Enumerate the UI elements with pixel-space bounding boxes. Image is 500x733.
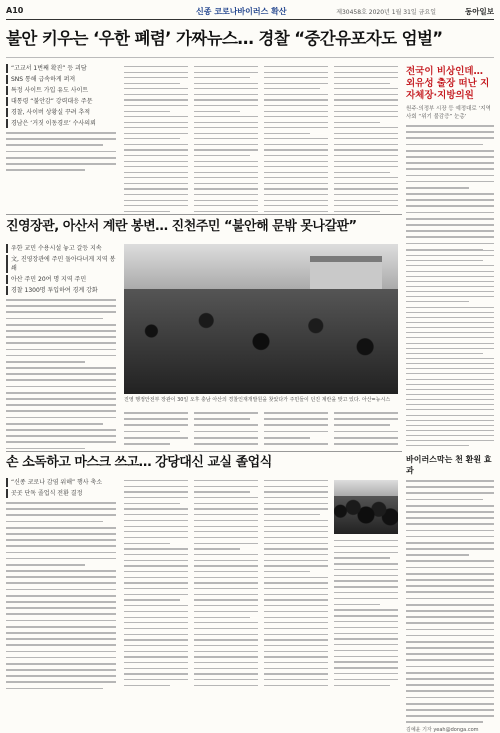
article-body-text xyxy=(334,540,398,686)
article-body-text xyxy=(6,132,116,171)
classroom-photo xyxy=(334,480,398,534)
issue-date: 제30458호 2020년 1월 31일 금요일 xyxy=(336,9,436,16)
section-divider xyxy=(6,214,402,215)
article-body-text xyxy=(264,412,328,448)
bottom-left-column xyxy=(6,478,116,686)
article-body-text xyxy=(264,480,328,686)
summary-line: 대통령 “불안감” 강력대응 주문 xyxy=(6,97,116,106)
article-body-text xyxy=(124,412,188,448)
bottom-headline: 손 소독하고 마스크 쓰고… 강당대신 교실 졸업식 xyxy=(6,455,272,470)
mid-headline: 진영장관, 아산서 계란 봉변… 진천주민 “불안해 문밖 못나갈판” xyxy=(6,219,357,234)
section-title: 신종 코로나바이러스 확산 xyxy=(196,7,287,16)
article-body-text xyxy=(194,66,258,212)
summary-line: 경찰 1300명 투입하여 경계 강화 xyxy=(6,286,116,295)
news-photo xyxy=(124,244,398,394)
article-body-text xyxy=(406,125,494,251)
summary-line: 아산 주민 20여 명 지역 주민 xyxy=(6,275,116,284)
summary-line: 경찰, 사이버 상황실 꾸려 추적 xyxy=(6,108,116,117)
article-body-text xyxy=(264,66,328,212)
top-left-column xyxy=(6,64,116,212)
mid-summary xyxy=(6,244,116,295)
byline: 김예윤 기자 yeah@donga.com xyxy=(406,727,479,733)
section-divider xyxy=(6,451,402,452)
summary-line: 경남은 ‘거짓 이동경로’ 수사의뢰 xyxy=(6,119,116,128)
summary-line: 특정 사이트 가입 유도 사이트 xyxy=(6,86,116,95)
main-headline: 불안 키우는 ‘우한 폐렴’ 가짜뉴스… 경찰 “중간유포자도 엄벌” xyxy=(6,22,494,58)
bottom-right-box-title: 바이러스막는 천 환원 효과 xyxy=(406,455,492,475)
article-body-text xyxy=(6,502,116,689)
photo-caption: 진영 행정안전부 장관이 30일 오후 충남 아산의 경찰인재개발원을 찾았다가 주민들이 던진 계란을 맞고 있다. 아산=뉴시스 xyxy=(124,397,391,403)
summary-line: “고교서 1번째 확진” 등 괴담 xyxy=(6,64,116,73)
mid-left-column xyxy=(6,244,116,448)
crowd xyxy=(124,289,398,394)
newspaper-brand: 동아일보 xyxy=(465,7,494,16)
summary-line: “신종 코로나 감염 위해” 행사 축소 xyxy=(6,478,116,487)
article-body-text xyxy=(334,412,398,448)
article-body-text xyxy=(194,412,258,448)
article-body-text xyxy=(334,66,398,212)
summary-line: 곳곳 단독 졸업식 전환 결정 xyxy=(6,489,116,498)
masthead xyxy=(6,4,494,20)
right-box-title: 전국이 비상인데… 외유성 출장 떠난 지자체장·지방의원 xyxy=(406,66,490,101)
article-body-text xyxy=(194,480,258,686)
top-summary xyxy=(6,64,116,128)
page-number: A10 xyxy=(6,6,24,15)
students xyxy=(334,496,398,534)
article-body-text xyxy=(406,250,494,446)
right-box-deck: 원주·의정부 시장 등 예정대로 ‘지역사회 “위기 불감증” 눈총’ xyxy=(406,106,491,120)
bottom-right-box xyxy=(406,454,494,733)
right-column-box xyxy=(406,66,494,246)
article-body-text xyxy=(124,480,188,686)
summary-line: 文, 진영장관에 주민 돌아다녀게 지역 봉쇄 xyxy=(6,255,116,273)
article-body-text xyxy=(124,66,188,212)
summary-line: SNS 통해 급속하게 퍼져 xyxy=(6,75,116,84)
summary-line: 우한 교민 수용시설 놓고 갈등 지속 xyxy=(6,244,116,253)
article-body-text xyxy=(406,480,494,723)
bottom-summary xyxy=(6,478,116,498)
article-body-text xyxy=(6,299,116,449)
